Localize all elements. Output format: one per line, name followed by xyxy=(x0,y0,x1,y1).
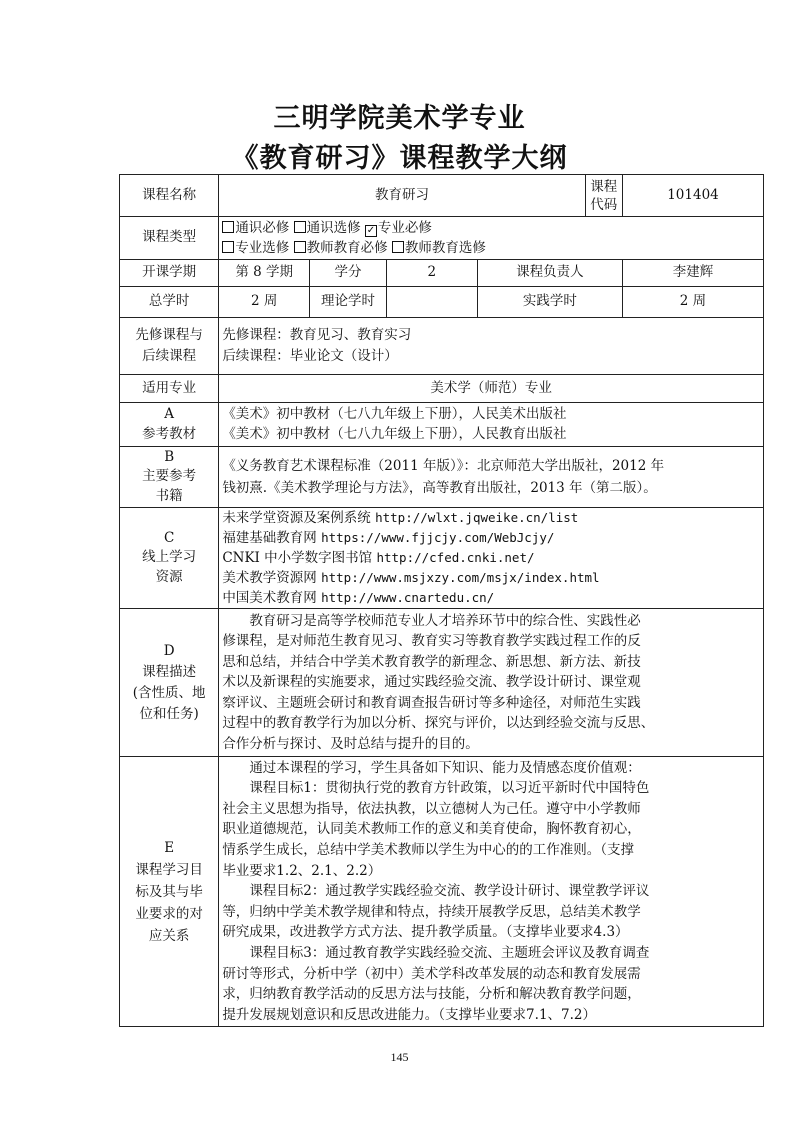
desc-line: 思和总结，并结合中学美术教育教学的新理念、新思想、新方法、新技 xyxy=(222,653,641,670)
hours-label: 总学时 xyxy=(120,287,219,318)
online-list xyxy=(219,508,764,609)
lead-label: 课程负责人 xyxy=(477,260,622,287)
prereq-label: 先修课程与 后续课程 xyxy=(120,318,219,375)
course-type-option[interactable]: 教师教育必修 xyxy=(294,240,388,256)
ref-item: 《义务教育艺术课程标准（2011 年版）》：北京师范大学出版社，2012 年 xyxy=(222,458,665,474)
checkbox-icon xyxy=(294,221,306,233)
goals-line: 课程目标3：通过教育教学实践经验交流、主题班会评议及教育调查 xyxy=(249,944,650,961)
desc-line: 教育研习是高等学校师范专业人才培养环节中的综合性、实践性必 xyxy=(249,612,641,629)
resource-link[interactable]: http://cfed.cnki.net/ xyxy=(376,550,535,565)
course-outline-table xyxy=(119,174,764,1027)
goals-line: 通过本课程的学习，学生具备如下知识、能力及情感态度价值观： xyxy=(249,759,641,776)
textbook-item: 《美术》初中教材（七八九年级上下册），人民美术出版社 xyxy=(222,406,567,422)
course-type-option[interactable]: 通识选修 xyxy=(294,220,361,236)
row-textbooks xyxy=(120,403,764,447)
row-references xyxy=(120,447,764,508)
course-code-value: 101404 xyxy=(622,175,763,217)
major-value: 美术学（师范）专业 xyxy=(219,375,764,403)
goals-line: 职业道德规范，认同美术教师工作的意义和美育使命，胸怀教育初心， xyxy=(222,821,641,838)
resource-link[interactable]: https://www.fjjcjy.com/WebJcjy/ xyxy=(321,530,555,545)
semester-label: 开课学期 xyxy=(120,260,219,287)
desc-line: 合作分析与探讨、及时总结与提升的目的。 xyxy=(222,735,479,752)
row-course-type xyxy=(120,217,764,260)
major-label: 适用专业 xyxy=(120,375,219,403)
lead-value: 李建辉 xyxy=(622,260,763,287)
row-prerequisites xyxy=(120,318,764,375)
course-type-option[interactable]: 专业选修 xyxy=(222,240,289,256)
resource-link[interactable]: http://www.cnartedu.cn/ xyxy=(321,590,495,605)
online-label: C 线上学习 资源 xyxy=(120,508,219,609)
document-title-line1: 三明学院美术学专业 xyxy=(273,103,526,134)
goals-line: 课程目标1：贯彻执行党的教育方针政策，以习近平新时代中国特色 xyxy=(249,780,650,797)
checkbox-checked-icon: ✓ xyxy=(366,225,376,236)
row-course-name xyxy=(120,175,764,217)
checkbox-icon xyxy=(294,241,306,253)
row-description xyxy=(120,609,764,757)
course-name-value: 教育研习 xyxy=(219,175,585,217)
textbook-item: 《美术》初中教材（七八九年级上下册），人民教育出版社 xyxy=(222,425,567,442)
online-item: CNKI 中小学数字图书馆 http://cfed.cnki.net/ xyxy=(222,550,535,566)
document-title-line2: 《教育研习》课程教学大纲 xyxy=(231,143,568,174)
textbook-list xyxy=(219,403,764,447)
checkbox-icon xyxy=(222,221,234,233)
desc-line: 察评议、主题班会研讨和教育调查报告研讨等多种途径，对师范生实践 xyxy=(222,694,641,711)
prereq-content xyxy=(219,318,764,375)
goals-line: 情系学生成长，总结中学美术教师以学生为中心的的工作准则。（支撑 xyxy=(222,842,635,859)
credit-value: 2 xyxy=(386,260,477,287)
row-online-resources xyxy=(120,508,764,609)
checkbox-icon xyxy=(392,241,404,253)
course-type-line2 xyxy=(222,238,760,258)
goals-line: 等，归纳中学美术教学规律和特点，持续开展教学反思，总结美术教学 xyxy=(222,903,641,920)
desc-line: 术以及新课程的实施要求，通过实践经验交流、教学设计研讨、课堂观 xyxy=(222,674,641,691)
resource-link[interactable]: http://wlxt.jqweike.cn/list xyxy=(375,510,579,525)
course-type-option[interactable]: ✓ 专业必修 xyxy=(366,220,432,236)
desc-label: D 课程描述 (含性质、地 位和任务) xyxy=(120,609,219,757)
online-item: 中国美术教育网 http://www.cnartedu.cn/ xyxy=(222,590,495,606)
online-item: 美术教学资源网 http://www.msjxzy.com/msjx/index.html xyxy=(222,570,600,586)
resource-link[interactable]: http://www.msjxzy.com/msjx/index.html xyxy=(321,570,600,585)
course-type-option[interactable]: 通识必修 xyxy=(222,220,289,236)
textbook-label: A 参考教材 xyxy=(120,403,219,447)
online-item: 福建基础教育网 https://www.fjjcjy.com/WebJcjy/ xyxy=(222,530,555,546)
goals-line: 求，归纳教育教学活动的反思方法与技能，分析和解决教育教学问题， xyxy=(222,986,641,1003)
desc-content xyxy=(219,609,764,757)
row-hours xyxy=(120,287,764,318)
row-goals xyxy=(120,757,764,1027)
prereq-courses: 先修课程：教育见习、教育实习 xyxy=(222,327,412,343)
hours-value: 2 周 xyxy=(219,287,310,318)
course-name-label: 课程名称 xyxy=(120,175,219,217)
theory-value xyxy=(386,287,477,318)
theory-label: 理论学时 xyxy=(310,287,387,318)
course-type-option[interactable]: 教师教育选修 xyxy=(392,240,486,256)
practice-label: 实践学时 xyxy=(477,287,622,318)
practice-value: 2 周 xyxy=(622,287,763,318)
goals-line: 社会主义思想为指导，依法执教，以立德树人为己任。遵守中小学教师 xyxy=(222,800,641,817)
goals-line: 毕业要求1.2、2.1、2.2） xyxy=(222,862,382,879)
goals-line: 研讨等形式，分析中学（初中）美术学科改革发展的动态和教育发展需 xyxy=(222,965,641,982)
refs-label: B 主要参考 书籍 xyxy=(120,447,219,508)
followup-courses: 后续课程：毕业论文（设计） xyxy=(222,348,398,364)
refs-list xyxy=(219,447,764,508)
goals-line: 研究成果，改进教学方式方法、提升教学质量。（支撑毕业要求4.3） xyxy=(222,924,629,941)
checkbox-icon xyxy=(222,241,234,253)
course-type-line1 xyxy=(222,218,760,238)
ref-item: 钱初熹.《美术教学理论与方法》，高等教育出版社，2013 年（第二版）。 xyxy=(222,480,657,496)
course-code-label: 课程代码 xyxy=(585,175,622,217)
semester-value: 第 8 学期 xyxy=(219,260,310,287)
desc-line: 修课程，是对师范生教育见习、教育实习等教育教学实践过程工作的反 xyxy=(222,633,641,650)
goals-line: 课程目标2：通过教学实践经验交流、教学设计研讨、课堂教学评议 xyxy=(249,883,650,900)
course-type-label: 课程类型 xyxy=(120,217,219,260)
credit-label: 学分 xyxy=(310,260,387,287)
desc-line: 过程中的教育教学行为加以分析、探究与评价，以达到经验交流与反思、 xyxy=(222,715,655,732)
online-item: 未来学堂资源及案例系统 http://wlxt.jqweike.cn/list xyxy=(222,510,579,526)
goals-label: E 课程学习目 标及其与毕 业要求的对 应关系 xyxy=(120,757,219,1027)
row-major xyxy=(120,375,764,403)
row-semester xyxy=(120,260,764,287)
page-number: 145 xyxy=(390,1050,409,1064)
goals-line: 提升发展规划意识和反思改进能力。（支撑毕业要求7.1、7.2） xyxy=(222,1006,597,1023)
course-type-options xyxy=(219,217,764,260)
goals-content xyxy=(219,757,764,1027)
